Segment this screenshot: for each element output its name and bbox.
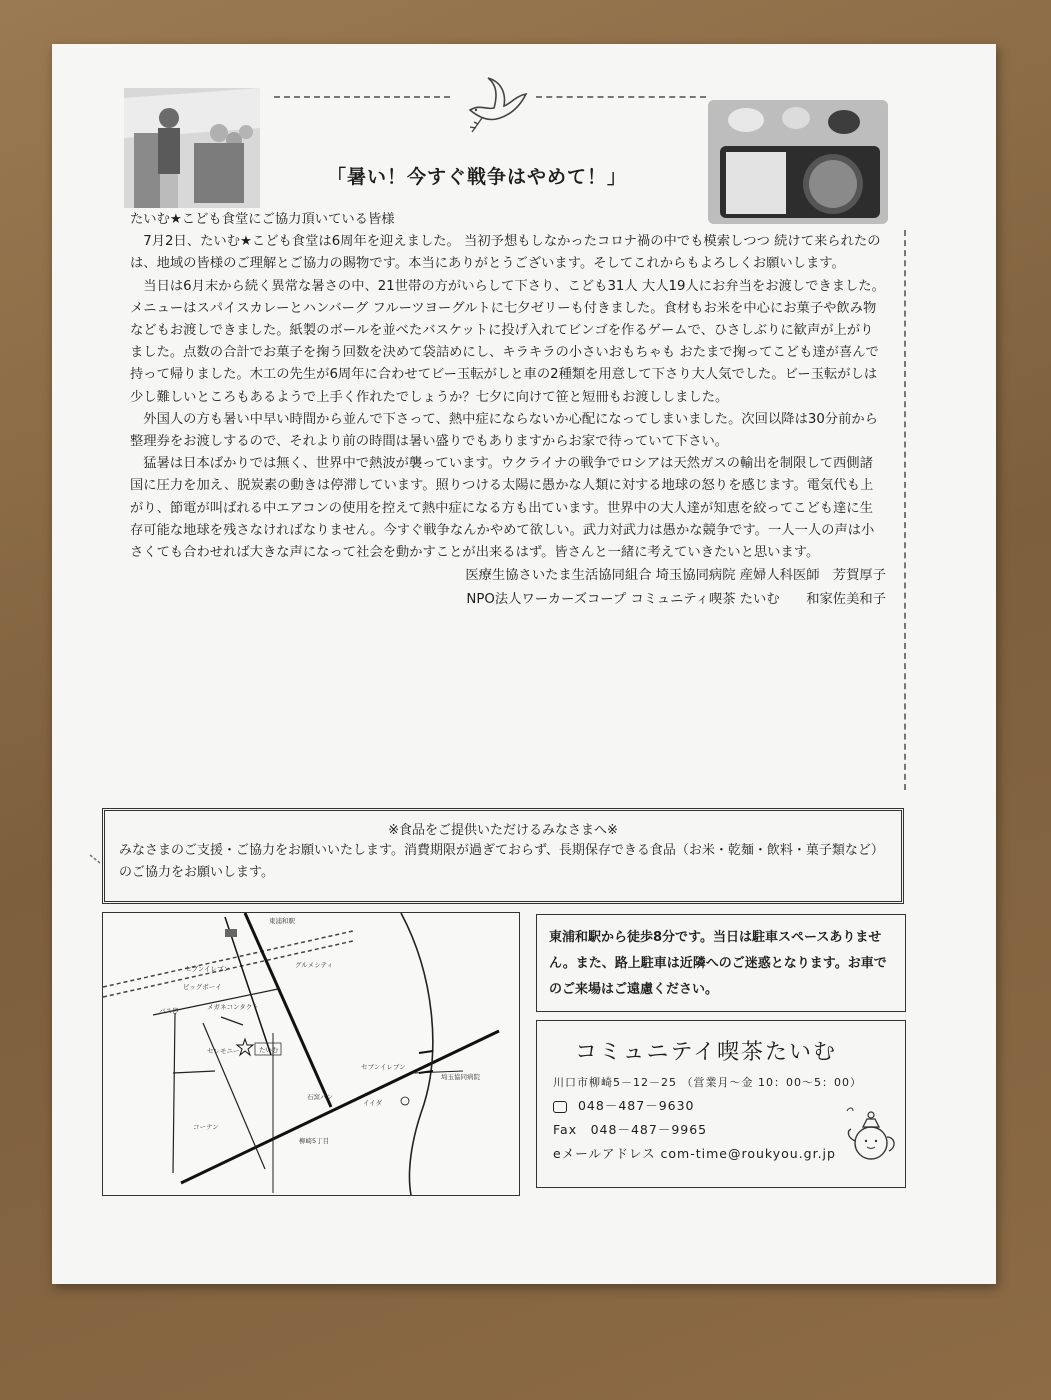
- greeting: たいむ★こども食堂にご協力頂いている皆様: [130, 212, 395, 227]
- map-drawing: [103, 913, 519, 1195]
- map-label-bus: バス停: [159, 1007, 179, 1015]
- signature-2: NPO法人ワーカーズコープ コミュニティ喫茶 たいむ 和家佐美和子: [466, 592, 886, 608]
- shop-fax: Fax 048－487－9965: [553, 1122, 708, 1137]
- map-label-megane: メガネコンタクト: [207, 1003, 259, 1011]
- access-info: 東浦和駅から徒歩8分です。当日は駐車スペースありません。また、路上駐車は近隣へのご迷惑となります。お車でのご来場はご遠慮ください。: [536, 914, 906, 1012]
- food-donation-notice: [102, 808, 904, 904]
- map-label-ceremony: セレモニー: [207, 1047, 240, 1055]
- photo-bento: [708, 100, 888, 224]
- shop-address-row: [553, 1074, 889, 1090]
- map-label-gourmet: グルメシティ: [295, 961, 334, 969]
- shop-hours: （営業月～金 10：00～5：00）: [681, 1076, 862, 1089]
- paragraph-1: 7月2日、たいむ★こども食堂は6周年を迎えました。 当初予想もしなかったコロナ禍の中でも模索しつつ 続けて来られたのは、地域の皆様のご理解とご協力の賜物です。本当にありがとうございます。そしてこれからもよろしくお願いします。: [130, 234, 881, 272]
- map-label-station: 東浦和駅: [269, 917, 295, 925]
- map-label-seven2: セブンイレブン: [361, 1063, 406, 1071]
- dove-icon: [462, 74, 532, 138]
- notice-heading: ※食品をご提供いただけるみなさまへ※: [388, 823, 618, 838]
- photo-volunteers: [124, 88, 260, 208]
- notice-text: みなさまのご支援・ご協力をお願いいたします。消費期限が過ぎておらず、長期保存できる食品（お米・乾麺・飲料・菓子類など）のご協力をお願いします。: [119, 843, 884, 880]
- phone-icon: [553, 1101, 567, 1113]
- map-label-bigboy: ビッグボーイ: [183, 983, 222, 991]
- shop-info: [536, 1020, 906, 1188]
- left-dashed-mark: [88, 850, 102, 862]
- teapot-icon: [843, 1103, 899, 1163]
- paragraph-4: 猛暑は日本ばかりでは無く、世界中で熱波が襲っています。ウクライナの戦争でロシアは天然ガスの輸出を制限して西側諸国に圧力を加え、脱炭素の動きは停滞しています。照りつける太陽に愚かな人類に対する地球の怒りを感じます。電気代も上がり、節電が叫ばれる中エアコンの使用を控えて熱中症になる方も出ています。世界中の大人達が知恵を絞ってこども達に生存可能な地球を残さなければなりません。今すぐ戦争なんかやめて欲しい。武力対武力は愚かな競争です。一人一人の声は小さくても合わせれば大きな声になって社会を動かすことが出来るはず。皆さんと一緒に考えていきたいと思います。: [130, 456, 875, 561]
- map-label-seven1: セブンイレブン: [185, 965, 230, 973]
- map-label-yanagisaki: 柳崎5丁目: [299, 1137, 330, 1145]
- top-dashed-divider-left: [274, 96, 450, 98]
- paragraph-3: 外国人の方も暑い中早い時間から並んで下さって、熱中症にならないか心配になってしまいました。次回以降は30分前から整理券をお渡しするので、それより前の時間は暑い盛りでもありますからお家で待っていて下さい。: [130, 411, 878, 450]
- page-title: 「暑い！今すぐ戦争はやめて！」: [327, 166, 628, 188]
- shop-tel-row: [553, 1096, 889, 1114]
- map-label-hospital: 埼玉協同病院: [441, 1073, 480, 1081]
- map-label-iida: イイダ: [363, 1099, 383, 1107]
- map-label-taimu: たいむ: [259, 1046, 279, 1054]
- flyer-page: [52, 44, 996, 1284]
- top-dashed-divider-right: [536, 96, 706, 98]
- shop-tel[interactable]: 048－487－9630: [577, 1098, 695, 1113]
- map-label-konan: コーナン: [193, 1123, 219, 1131]
- photo-bento-image: [708, 100, 888, 224]
- shop-name: コミュニテイ喫茶たいむ: [574, 1040, 838, 1065]
- right-dashed-divider: [904, 230, 906, 790]
- photo-volunteers-image: [124, 88, 260, 208]
- signature-1: 医療生協さいたま生活協同組合 埼玉協同病院 産婦人科医師 芳賀厚子: [465, 568, 886, 584]
- shop-address: 川口市柳崎5－12－25: [553, 1076, 677, 1089]
- letter-body: [130, 209, 886, 612]
- map-label-ishimaru: 石窯パン: [307, 1093, 333, 1101]
- shop-email[interactable]: eメールアドレス com-time@roukyou.gr.jp: [553, 1146, 836, 1161]
- paragraph-2: 当日は6月末から続く異常な暑さの中、21世帯の方がいらして下さり、こども31人 大人19人にお弁当をお渡しできました。メニューはスパイスカレーとハンバーグ フルーツヨーグルトに七夕ゼリーも付きました。食材もお米を中心にお菓子や飲み物などもお渡しできました。紙製のボールを並べたバスケットに投げ入れてビンゴを作るゲームで、ひさしぶりに歓声が上がりました。点数の合計でお菓子を掬う回数を決めて袋詰めにし、キラキラの小さいおもちゃも おたまで掬ってこども達が喜んで持って帰りました。木工の先生が6周年に合わせてビー玉転がしと車の2種類を用意して下さり大人気でした。ビー玉転がしは少し難しいところもあるようで上手く作れたでしょうか？七夕に向けて笹と短冊もお渡ししました。: [130, 278, 885, 405]
- access-map: [102, 912, 520, 1196]
